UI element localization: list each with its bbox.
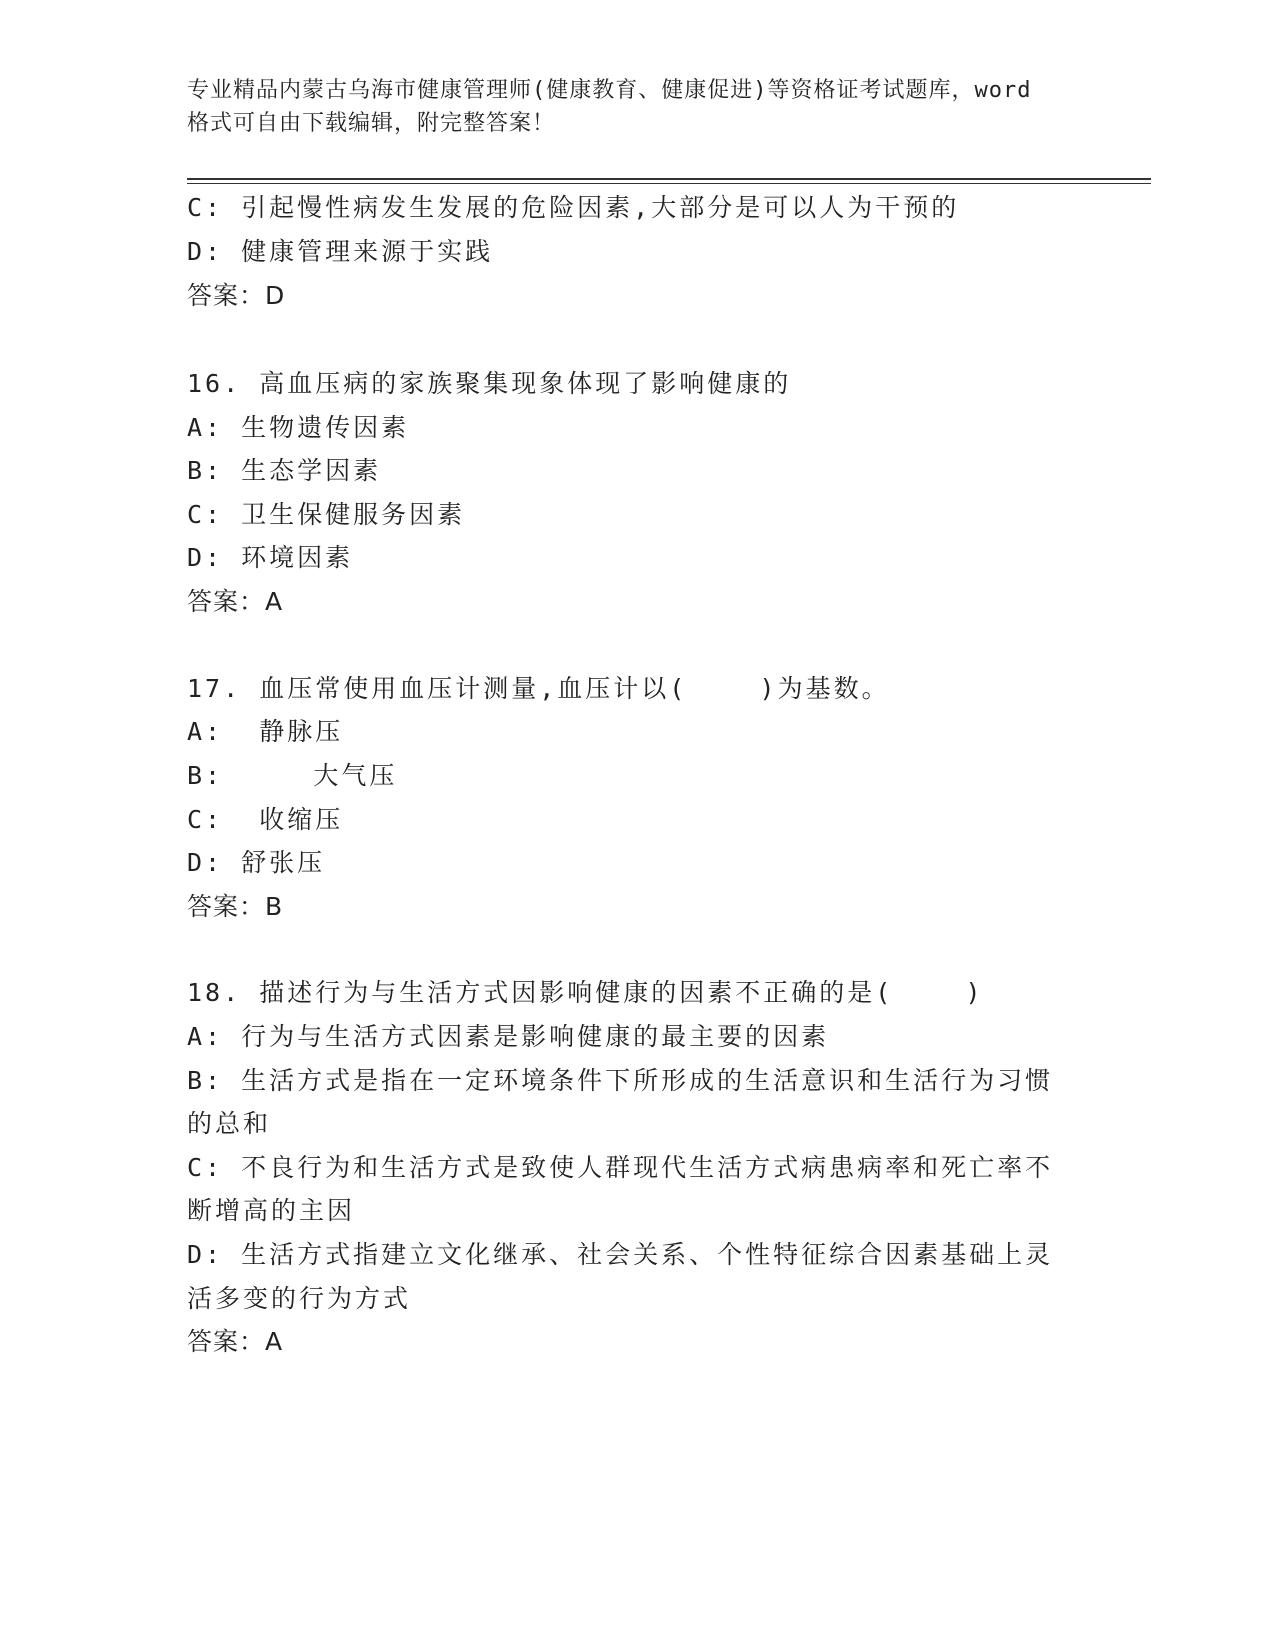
q17-option-a: A: 静脉压 <box>187 717 344 746</box>
q18-answer: 答案：A <box>187 1327 284 1356</box>
q18-option-b: B: 生活方式是指在一定环境条件下所形成的生活意识和生活行为习惯 <box>187 1066 1054 1095</box>
q17-option-d: D: 舒张压 <box>187 848 326 877</box>
q18-question: 18. 描述行为与生活方式因影响健康的因素不正确的是( ) <box>187 978 984 1007</box>
q18-option-d: D: 生活方式指建立文化继承、社会关系、个性特征综合因素基础上灵 <box>187 1240 1054 1269</box>
q17-question: 17. 血压常使用血压计测量,血压计以( )为基数。 <box>187 674 890 703</box>
q16-option-b: B: 生态学因素 <box>187 456 382 485</box>
q15-option-c: C: 引起慢性病发生发展的危险因素,大部分是可以人为干预的 <box>187 193 960 222</box>
q16-answer: 答案：A <box>187 587 284 616</box>
header-divider-thick <box>187 178 1151 180</box>
q16-option-d: D: 环境因素 <box>187 543 354 572</box>
q17-option-b: B: 大气压 <box>187 761 398 790</box>
document-header <box>187 74 1087 140</box>
q15-option-d: D: 健康管理来源于实践 <box>187 237 494 266</box>
header-divider-thin <box>187 183 1151 184</box>
q16-option-a: A: 生物遗传因素 <box>187 413 410 442</box>
q18-option-c: C: 不良行为和生活方式是致使人群现代生活方式病患病率和死亡率不 <box>187 1153 1054 1182</box>
q18-option-a: A: 行为与生活方式因素是影响健康的最主要的因素 <box>187 1022 830 1051</box>
q17-option-c: C: 收缩压 <box>187 805 344 834</box>
q17-answer: 答案：B <box>187 892 284 921</box>
q16-question: 16. 高血压病的家族聚集现象体现了影响健康的 <box>187 369 792 398</box>
header-line-1: 专业精品内蒙古乌海市健康管理师(健康教育、健康促进)等资格证考试题库，word <box>187 78 1032 103</box>
header-line-2: 格式可自由下载编辑，附完整答案！ <box>187 111 556 136</box>
q18-option-d-cont: 活多变的行为方式 <box>187 1284 412 1313</box>
q18-option-b-cont: 的总和 <box>187 1109 272 1138</box>
q16-option-c: C: 卫生保健服务因素 <box>187 500 466 529</box>
q15-answer: 答案：D <box>187 281 286 310</box>
q18-option-c-cont: 断增高的主因 <box>187 1196 356 1225</box>
